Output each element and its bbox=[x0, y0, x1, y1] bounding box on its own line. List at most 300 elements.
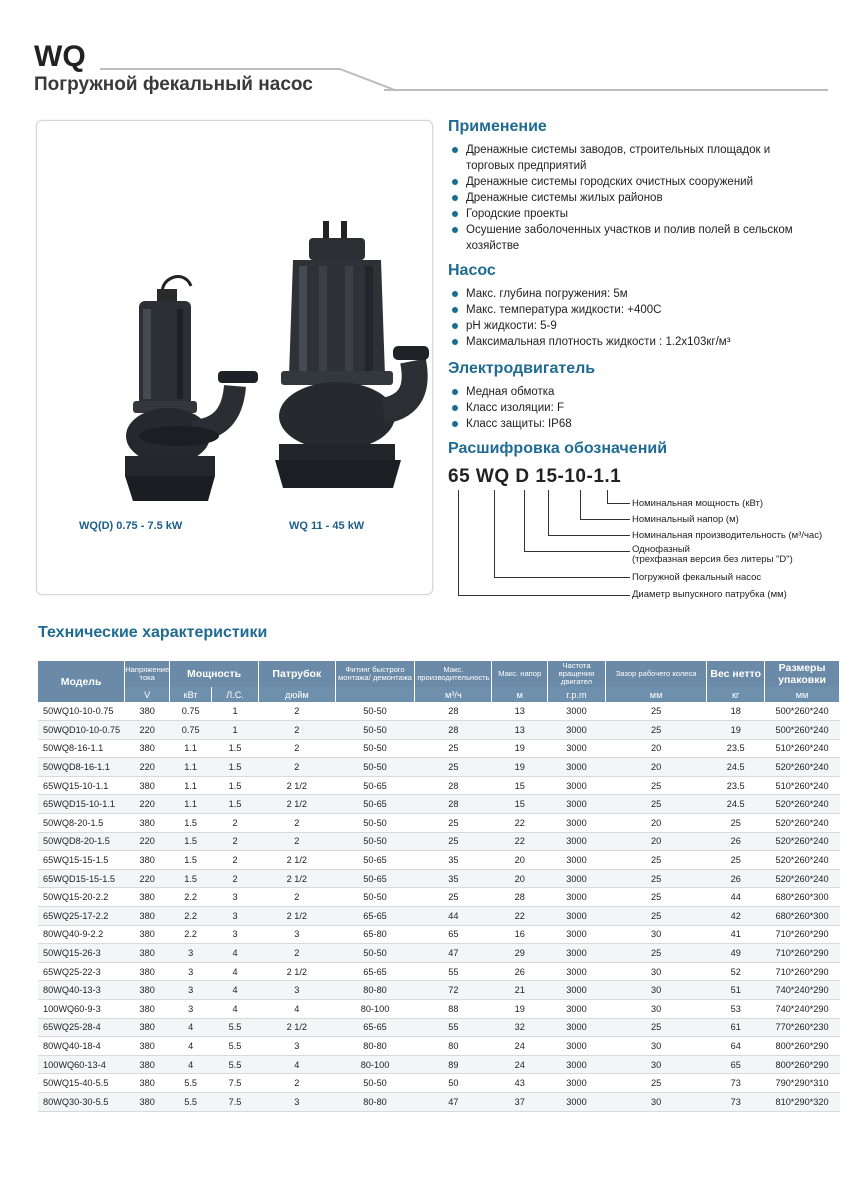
table-cell: 30 bbox=[605, 1037, 706, 1056]
table-cell: 1.5 bbox=[212, 739, 259, 758]
table-cell: 380 bbox=[125, 1018, 170, 1037]
unit-kw: кВт bbox=[170, 687, 212, 702]
table-cell: 2 1/2 bbox=[258, 795, 335, 814]
table-cell: 20 bbox=[492, 851, 548, 870]
table-cell: 25 bbox=[605, 944, 706, 963]
table-cell: 41 bbox=[707, 925, 765, 944]
header-power: Мощность bbox=[170, 661, 259, 687]
header-weight: Вес нетто bbox=[707, 661, 765, 687]
table-row bbox=[38, 869, 840, 888]
header-speed: Частота вращения двигател bbox=[548, 661, 606, 687]
label-series: Погружной фекальный насос bbox=[632, 572, 762, 583]
table-cell: 2.2 bbox=[170, 907, 212, 926]
table-cell: 380 bbox=[125, 851, 170, 870]
table-cell: 220 bbox=[125, 758, 170, 777]
application-list bbox=[452, 142, 797, 254]
table-cell: 65-65 bbox=[335, 962, 415, 981]
table-cell: 80-80 bbox=[335, 1092, 415, 1111]
table-cell: 380 bbox=[125, 981, 170, 1000]
table-cell: 4 bbox=[212, 962, 259, 981]
table-cell: 3 bbox=[170, 981, 212, 1000]
table-cell: 25 bbox=[605, 702, 706, 721]
label-power: Номинальная мощность (кВт) bbox=[632, 498, 764, 509]
table-cell: 4 bbox=[170, 1018, 212, 1037]
table-cell: 2.2 bbox=[170, 925, 212, 944]
table-cell: 520*260*240 bbox=[765, 851, 840, 870]
unit-package: мм bbox=[765, 687, 840, 702]
table-cell: 13 bbox=[492, 702, 548, 721]
list-item: Максимальная плотность жидкости : 1.2x103кг/м³ bbox=[452, 334, 832, 350]
table-cell: 25 bbox=[605, 1018, 706, 1037]
table-cell: 50-50 bbox=[335, 758, 415, 777]
table-cell: 500*260*240 bbox=[765, 721, 840, 740]
table-cell: 0.75 bbox=[170, 702, 212, 721]
list-item: Макс. температура жидкости: +400С bbox=[452, 302, 832, 318]
cell-model: 80WQ30-30-5.5 bbox=[38, 1092, 125, 1111]
table-cell: 29 bbox=[492, 944, 548, 963]
table-cell: 19 bbox=[707, 721, 765, 740]
table-cell: 80-80 bbox=[335, 1037, 415, 1056]
table-cell: 3000 bbox=[548, 869, 606, 888]
table-cell: 1 bbox=[212, 702, 259, 721]
table-cell: 30 bbox=[605, 925, 706, 944]
table-cell: 20 bbox=[605, 832, 706, 851]
header-gap: Зазор рабочего колеса bbox=[605, 661, 706, 687]
table-cell: 3 bbox=[170, 944, 212, 963]
table-cell: 1.1 bbox=[170, 776, 212, 795]
list-item: Городские проекты bbox=[452, 206, 797, 222]
table-cell: 380 bbox=[125, 1074, 170, 1093]
table-cell: 2 bbox=[212, 832, 259, 851]
table-cell: 25 bbox=[415, 758, 492, 777]
cell-model: 65WQD15-10-1.1 bbox=[38, 795, 125, 814]
table-cell: 3 bbox=[170, 1000, 212, 1019]
cell-model: 65WQ15-15-1.5 bbox=[38, 851, 125, 870]
table-cell: 24 bbox=[492, 1055, 548, 1074]
table-cell: 1.1 bbox=[170, 739, 212, 758]
table-cell: 25 bbox=[605, 795, 706, 814]
cell-model: 80WQ40-9-2.2 bbox=[38, 925, 125, 944]
table-row bbox=[38, 1018, 840, 1037]
table-cell: 15 bbox=[492, 795, 548, 814]
table-cell: 13 bbox=[492, 721, 548, 740]
table-cell: 28 bbox=[415, 795, 492, 814]
table-cell: 1.5 bbox=[170, 869, 212, 888]
brand-title: WQ bbox=[34, 40, 86, 73]
unit-outlet: дюйм bbox=[258, 687, 335, 702]
cell-model: 50WQ10-10-0.75 bbox=[38, 702, 125, 721]
table-cell: 770*260*230 bbox=[765, 1018, 840, 1037]
table-cell: 2 1/2 bbox=[258, 869, 335, 888]
table-cell: 25 bbox=[605, 721, 706, 740]
table-cell: 18 bbox=[707, 702, 765, 721]
table-row bbox=[38, 814, 840, 833]
table-cell: 30 bbox=[605, 962, 706, 981]
table-cell: 50-65 bbox=[335, 795, 415, 814]
table-cell: 65 bbox=[707, 1055, 765, 1074]
list-item: Макс. глубина погружения: 5м bbox=[452, 286, 832, 302]
table-cell: 4 bbox=[212, 944, 259, 963]
table-cell: 3000 bbox=[548, 1037, 606, 1056]
table-cell: 3 bbox=[258, 1037, 335, 1056]
label-three-phase-note: (трехфазная версия без литеры "D") bbox=[632, 554, 793, 565]
table-cell: 220 bbox=[125, 721, 170, 740]
table-cell: 3000 bbox=[548, 925, 606, 944]
table-cell: 3000 bbox=[548, 1092, 606, 1111]
table-cell: 22 bbox=[492, 832, 548, 851]
unit-voltage: V bbox=[125, 687, 170, 702]
table-cell: 5.5 bbox=[212, 1055, 259, 1074]
table-cell: 680*260*300 bbox=[765, 888, 840, 907]
table-cell: 2 bbox=[258, 758, 335, 777]
decoding-heading: Расшифровка обозначений bbox=[448, 440, 668, 457]
table-cell: 19 bbox=[492, 758, 548, 777]
table-cell: 51 bbox=[707, 981, 765, 1000]
list-item: Дренажные системы городских очистных сооружений bbox=[452, 174, 797, 190]
table-cell: 35 bbox=[415, 869, 492, 888]
table-cell: 2 bbox=[212, 814, 259, 833]
table-cell: 30 bbox=[605, 1000, 706, 1019]
table-row bbox=[38, 739, 840, 758]
header-voltage: Напряжение тока bbox=[125, 661, 170, 687]
unit-fitting bbox=[335, 687, 415, 702]
table-cell: 3000 bbox=[548, 888, 606, 907]
table-cell: 50-50 bbox=[335, 888, 415, 907]
table-cell: 4 bbox=[212, 981, 259, 1000]
table-cell: 380 bbox=[125, 702, 170, 721]
table-cell: 47 bbox=[415, 1092, 492, 1111]
table-cell: 380 bbox=[125, 1092, 170, 1111]
table-cell: 73 bbox=[707, 1092, 765, 1111]
table-cell: 50-50 bbox=[335, 721, 415, 740]
table-cell: 7.5 bbox=[212, 1074, 259, 1093]
header-head: Макс. напор bbox=[492, 661, 548, 687]
table-cell: 50 bbox=[415, 1074, 492, 1093]
list-item: Класс защиты: IP68 bbox=[452, 416, 797, 432]
table-cell: 24.5 bbox=[707, 758, 765, 777]
table-cell: 19 bbox=[492, 1000, 548, 1019]
header-fitting: Фитинг быстрого монтажа/ демонтажа bbox=[335, 661, 415, 687]
cell-model: 50WQ8-16-1.1 bbox=[38, 739, 125, 758]
specs-heading: Технические характеристики bbox=[38, 624, 268, 641]
table-cell: 3 bbox=[212, 907, 259, 926]
table-cell: 26 bbox=[707, 869, 765, 888]
table-cell: 520*260*240 bbox=[765, 869, 840, 888]
table-cell: 520*260*240 bbox=[765, 795, 840, 814]
table-cell: 4 bbox=[258, 1055, 335, 1074]
table-cell: 3000 bbox=[548, 702, 606, 721]
list-item: Медная обмотка bbox=[452, 384, 797, 400]
label-flow: Номинальная производительность (м³/час) bbox=[632, 530, 823, 541]
table-cell: 2 bbox=[258, 702, 335, 721]
pump-list bbox=[452, 286, 832, 350]
table-cell: 3000 bbox=[548, 907, 606, 926]
table-row bbox=[38, 1037, 840, 1056]
specs-table-body bbox=[38, 702, 840, 1111]
table-cell: 2 bbox=[258, 739, 335, 758]
pump-heading: Насос bbox=[448, 262, 496, 279]
header-rule-slant bbox=[340, 68, 397, 91]
cell-model: 65WQD15-15-1.5 bbox=[38, 869, 125, 888]
list-item: Класс изоляции: F bbox=[452, 400, 797, 416]
table-cell: 800*260*290 bbox=[765, 1055, 840, 1074]
table-cell: 220 bbox=[125, 832, 170, 851]
table-row bbox=[38, 1092, 840, 1111]
list-item: Осушение заболоченных участков и полив полей в сельском хозяйстве bbox=[452, 222, 797, 254]
table-cell: 25 bbox=[707, 814, 765, 833]
application-heading: Применение bbox=[448, 118, 547, 135]
table-cell: 80 bbox=[415, 1037, 492, 1056]
table-cell: 380 bbox=[125, 944, 170, 963]
table-row bbox=[38, 981, 840, 1000]
table-cell: 1.5 bbox=[170, 814, 212, 833]
table-cell: 2 1/2 bbox=[258, 851, 335, 870]
table-cell: 3000 bbox=[548, 739, 606, 758]
page-subtitle: Погружной фекальный насос bbox=[34, 74, 313, 95]
cell-model: 65WQ25-28-4 bbox=[38, 1018, 125, 1037]
table-cell: 740*240*290 bbox=[765, 1000, 840, 1019]
table-cell: 4 bbox=[170, 1037, 212, 1056]
table-cell: 30 bbox=[605, 1092, 706, 1111]
cell-model: 50WQ15-26-3 bbox=[38, 944, 125, 963]
table-cell: 2 bbox=[258, 944, 335, 963]
table-cell: 22 bbox=[492, 814, 548, 833]
header-rule-right bbox=[384, 89, 828, 91]
table-cell: 1.5 bbox=[170, 851, 212, 870]
table-cell: 2 bbox=[258, 888, 335, 907]
table-cell: 61 bbox=[707, 1018, 765, 1037]
cell-model: 65WQ15-10-1.1 bbox=[38, 776, 125, 795]
table-cell: 3 bbox=[258, 981, 335, 1000]
product-image-panel bbox=[36, 120, 433, 595]
table-cell: 380 bbox=[125, 962, 170, 981]
label-single-phase: Однофазный bbox=[632, 544, 690, 555]
table-cell: 15 bbox=[492, 776, 548, 795]
table-cell: 32 bbox=[492, 1018, 548, 1037]
table-cell: 2 1/2 bbox=[258, 907, 335, 926]
table-cell: 80-100 bbox=[335, 1055, 415, 1074]
table-cell: 5.5 bbox=[212, 1037, 259, 1056]
table-cell: 50-65 bbox=[335, 851, 415, 870]
table-cell: 25 bbox=[605, 907, 706, 926]
table-row bbox=[38, 851, 840, 870]
unit-gap: мм bbox=[605, 687, 706, 702]
table-cell: 1.1 bbox=[170, 795, 212, 814]
table-cell: 26 bbox=[492, 962, 548, 981]
cell-model: 50WQ15-40-5.5 bbox=[38, 1074, 125, 1093]
table-cell: 3 bbox=[258, 1092, 335, 1111]
table-cell: 65 bbox=[415, 925, 492, 944]
table-cell: 790*290*310 bbox=[765, 1074, 840, 1093]
table-cell: 380 bbox=[125, 888, 170, 907]
motor-list bbox=[452, 384, 797, 432]
table-cell: 43 bbox=[492, 1074, 548, 1093]
table-cell: 3 bbox=[258, 925, 335, 944]
cell-model: 80WQ40-13-3 bbox=[38, 981, 125, 1000]
table-cell: 2 bbox=[258, 832, 335, 851]
table-cell: 89 bbox=[415, 1055, 492, 1074]
table-cell: 25 bbox=[415, 888, 492, 907]
table-cell: 710*260*290 bbox=[765, 944, 840, 963]
list-item: Дренажные системы жилых районов bbox=[452, 190, 797, 206]
table-cell: 3000 bbox=[548, 776, 606, 795]
header-flow: Макс. производительность bbox=[415, 661, 492, 687]
table-cell: 25 bbox=[415, 814, 492, 833]
table-cell: 20 bbox=[605, 814, 706, 833]
table-cell: 3000 bbox=[548, 851, 606, 870]
table-cell: 2 bbox=[212, 869, 259, 888]
table-cell: 50-50 bbox=[335, 832, 415, 851]
table-cell: 65-65 bbox=[335, 1018, 415, 1037]
table-cell: 50-50 bbox=[335, 944, 415, 963]
table-row bbox=[38, 758, 840, 777]
table-cell: 44 bbox=[707, 888, 765, 907]
table-cell: 3000 bbox=[548, 981, 606, 1000]
specs-table bbox=[38, 661, 840, 1112]
table-cell: 50-50 bbox=[335, 702, 415, 721]
table-cell: 72 bbox=[415, 981, 492, 1000]
caption-large-pump: WQ 11 - 45 kW bbox=[289, 520, 365, 532]
table-cell: 35 bbox=[415, 851, 492, 870]
table-cell: 3000 bbox=[548, 1018, 606, 1037]
table-cell: 52 bbox=[707, 962, 765, 981]
table-cell: 23.5 bbox=[707, 739, 765, 758]
table-cell: 20 bbox=[605, 739, 706, 758]
table-cell: 2 bbox=[258, 814, 335, 833]
table-cell: 5.5 bbox=[170, 1074, 212, 1093]
table-cell: 3 bbox=[212, 925, 259, 944]
table-cell: 55 bbox=[415, 962, 492, 981]
table-cell: 710*260*290 bbox=[765, 962, 840, 981]
table-cell: 1.5 bbox=[212, 758, 259, 777]
table-cell: 3000 bbox=[548, 1074, 606, 1093]
table-cell: 20 bbox=[492, 869, 548, 888]
table-cell: 680*260*300 bbox=[765, 907, 840, 926]
unit-flow: м³/ч bbox=[415, 687, 492, 702]
table-cell: 25 bbox=[605, 776, 706, 795]
table-cell: 44 bbox=[415, 907, 492, 926]
table-cell: 1.5 bbox=[170, 832, 212, 851]
header-package: Размеры упаковки bbox=[765, 661, 840, 687]
table-cell: 380 bbox=[125, 907, 170, 926]
table-cell: 510*260*240 bbox=[765, 739, 840, 758]
table-cell: 3000 bbox=[548, 814, 606, 833]
table-cell: 47 bbox=[415, 944, 492, 963]
table-cell: 25 bbox=[415, 739, 492, 758]
table-cell: 64 bbox=[707, 1037, 765, 1056]
table-row bbox=[38, 925, 840, 944]
pump-small-image bbox=[73, 261, 273, 511]
table-cell: 25 bbox=[707, 851, 765, 870]
table-cell: 800*260*290 bbox=[765, 1037, 840, 1056]
table-cell: 25 bbox=[605, 1074, 706, 1093]
table-row bbox=[38, 1074, 840, 1093]
table-cell: 2 bbox=[258, 721, 335, 740]
table-cell: 520*260*240 bbox=[765, 814, 840, 833]
table-cell: 25 bbox=[605, 888, 706, 907]
table-cell: 2 1/2 bbox=[258, 962, 335, 981]
table-cell: 50-50 bbox=[335, 1074, 415, 1093]
table-cell: 24.5 bbox=[707, 795, 765, 814]
table-cell: 42 bbox=[707, 907, 765, 926]
cell-model: 80WQ40-18-4 bbox=[38, 1037, 125, 1056]
table-cell: 5.5 bbox=[212, 1018, 259, 1037]
label-head: Номинальный напор (м) bbox=[632, 514, 739, 525]
table-cell: 380 bbox=[125, 1037, 170, 1056]
table-cell: 220 bbox=[125, 869, 170, 888]
table-cell: 28 bbox=[492, 888, 548, 907]
table-cell: 3000 bbox=[548, 721, 606, 740]
table-cell: 510*260*240 bbox=[765, 776, 840, 795]
list-item: Дренажные системы заводов, строительных площадок и торговых предприятий bbox=[452, 142, 797, 174]
table-cell: 25 bbox=[415, 832, 492, 851]
table-cell: 25 bbox=[605, 869, 706, 888]
cell-model: 50WQ8-20-1.5 bbox=[38, 814, 125, 833]
table-cell: 55 bbox=[415, 1018, 492, 1037]
header-rule bbox=[100, 68, 340, 70]
table-cell: 3000 bbox=[548, 832, 606, 851]
table-cell: 25 bbox=[605, 851, 706, 870]
table-cell: 30 bbox=[605, 1055, 706, 1074]
table-cell: 80-80 bbox=[335, 981, 415, 1000]
table-cell: 2 1/2 bbox=[258, 776, 335, 795]
table-cell: 710*260*290 bbox=[765, 925, 840, 944]
cell-model: 50WQ15-20-2.2 bbox=[38, 888, 125, 907]
caption-small-pump: WQ(D) 0.75 - 7.5 kW bbox=[79, 520, 183, 532]
table-row bbox=[38, 776, 840, 795]
table-row bbox=[38, 962, 840, 981]
table-cell: 3 bbox=[212, 888, 259, 907]
table-cell: 24 bbox=[492, 1037, 548, 1056]
cell-model: 65WQ25-17-2.2 bbox=[38, 907, 125, 926]
table-cell: 80-100 bbox=[335, 1000, 415, 1019]
table-row bbox=[38, 907, 840, 926]
table-cell: 28 bbox=[415, 702, 492, 721]
table-cell: 4 bbox=[212, 1000, 259, 1019]
table-row bbox=[38, 888, 840, 907]
table-cell: 30 bbox=[605, 981, 706, 1000]
table-cell: 21 bbox=[492, 981, 548, 1000]
table-cell: 28 bbox=[415, 776, 492, 795]
table-cell: 73 bbox=[707, 1074, 765, 1093]
table-cell: 520*260*240 bbox=[765, 758, 840, 777]
table-cell: 380 bbox=[125, 739, 170, 758]
cell-model: 50WQD8-16-1.1 bbox=[38, 758, 125, 777]
table-row bbox=[38, 1055, 840, 1074]
table-cell: 4 bbox=[170, 1055, 212, 1074]
table-cell: 220 bbox=[125, 795, 170, 814]
table-cell: 380 bbox=[125, 814, 170, 833]
table-cell: 1.1 bbox=[170, 758, 212, 777]
table-cell: 28 bbox=[415, 721, 492, 740]
unit-head: м bbox=[492, 687, 548, 702]
table-cell: 26 bbox=[707, 832, 765, 851]
table-cell: 50-50 bbox=[335, 814, 415, 833]
table-cell: 380 bbox=[125, 1055, 170, 1074]
table-cell: 3 bbox=[170, 962, 212, 981]
cell-model: 65WQ25-22-3 bbox=[38, 962, 125, 981]
table-cell: 1.5 bbox=[212, 795, 259, 814]
table-cell: 740*240*290 bbox=[765, 981, 840, 1000]
table-cell: 19 bbox=[492, 739, 548, 758]
cell-model: 50WQD10-10-0.75 bbox=[38, 721, 125, 740]
table-cell: 2 bbox=[212, 851, 259, 870]
table-cell: 49 bbox=[707, 944, 765, 963]
table-cell: 5.5 bbox=[170, 1092, 212, 1111]
table-cell: 22 bbox=[492, 907, 548, 926]
table-cell: 3000 bbox=[548, 1000, 606, 1019]
list-item: pH жидкости: 5-9 bbox=[452, 318, 832, 334]
